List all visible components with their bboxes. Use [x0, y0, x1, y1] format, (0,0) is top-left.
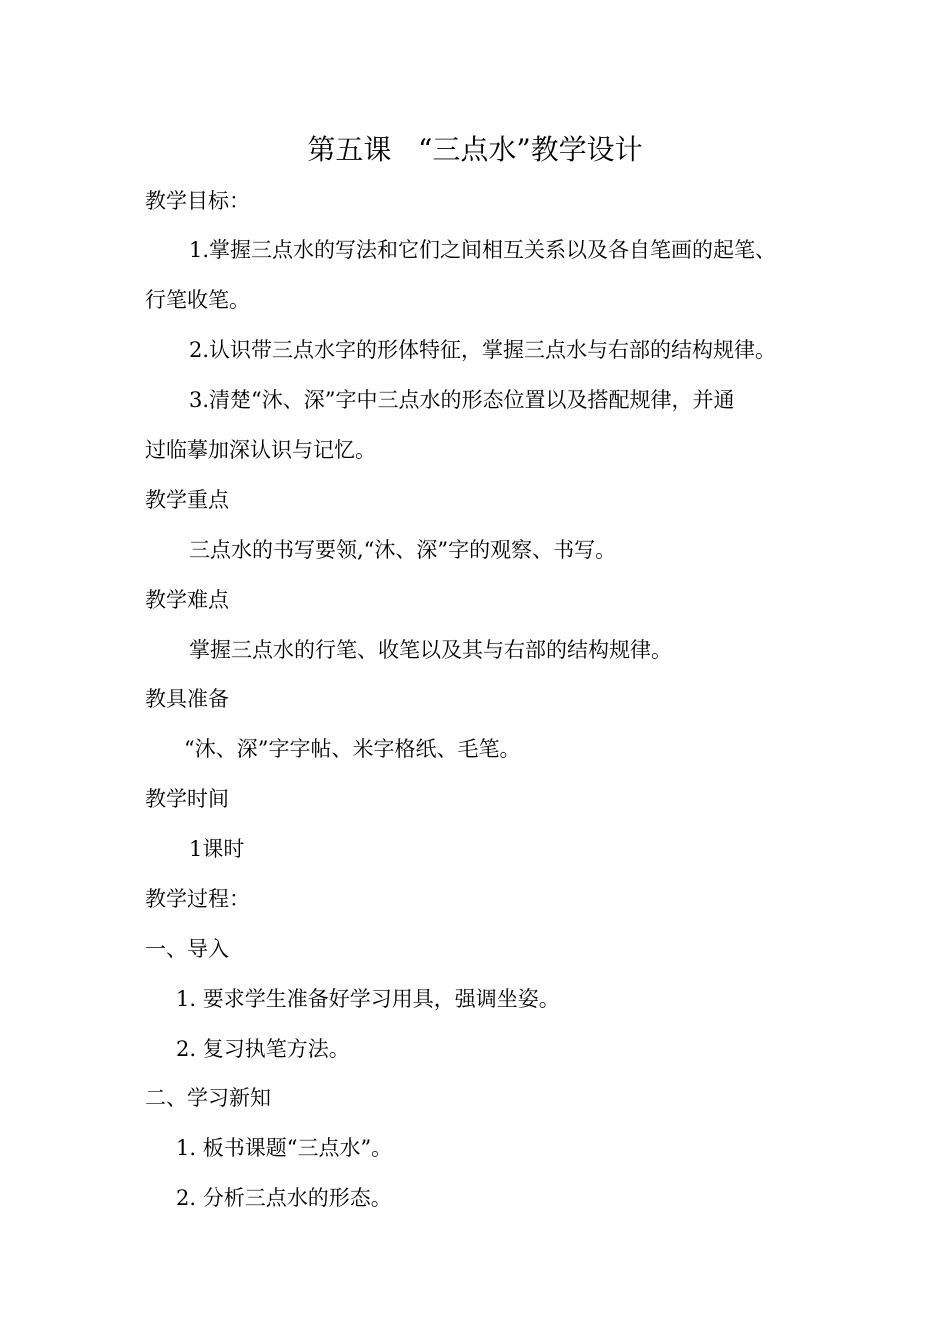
objective-2: 2.认识带三点水字的形体特征，掌握三点水与右部的结构规律。 [189, 338, 777, 362]
materials-text: “沐、深”字字帖、米字格纸、毛笔。 [184, 737, 521, 761]
objective-3-line-1: 3.清楚“沐、深”字中三点水的形态位置以及搭配规律，并通 [189, 388, 735, 412]
objectives-heading: 教学目标： [145, 189, 250, 213]
section-1-item-1: 1. 要求学生准备好学习用具，强调坐姿。 [176, 987, 560, 1011]
difficulties-heading: 教学难点 [145, 588, 229, 612]
section-2-item-2: 2. 分析三点水的形态。 [176, 1186, 392, 1210]
section-1-item-2: 2. 复习执笔方法。 [176, 1037, 350, 1061]
objective-1-line-1: 1.掌握三点水的写法和它们之间相互关系以及各自笔画的起笔、 [189, 238, 777, 262]
objective-1-line-2: 行笔收笔。 [145, 288, 250, 312]
section-1-heading: 一、导入 [145, 937, 229, 961]
objective-3-line-2: 过临摹加深认识与记忆。 [145, 438, 376, 462]
time-text: 1课时 [189, 837, 245, 861]
page-title: 第五课 “三点水”教学设计 [307, 133, 643, 166]
key-points-text: 三点水的书写要领,“沐、深”字的观察、书写。 [189, 538, 617, 562]
section-2-heading: 二、学习新知 [145, 1086, 271, 1110]
time-heading: 教学时间 [145, 787, 229, 811]
section-2-item-1: 1. 板书课题“三点水”。 [176, 1136, 393, 1160]
difficulties-text: 掌握三点水的行笔、收笔以及其与右部的结构规律。 [189, 638, 672, 662]
materials-heading: 教具准备 [145, 687, 229, 711]
key-points-heading: 教学重点 [145, 488, 229, 512]
process-heading: 教学过程： [145, 887, 250, 911]
